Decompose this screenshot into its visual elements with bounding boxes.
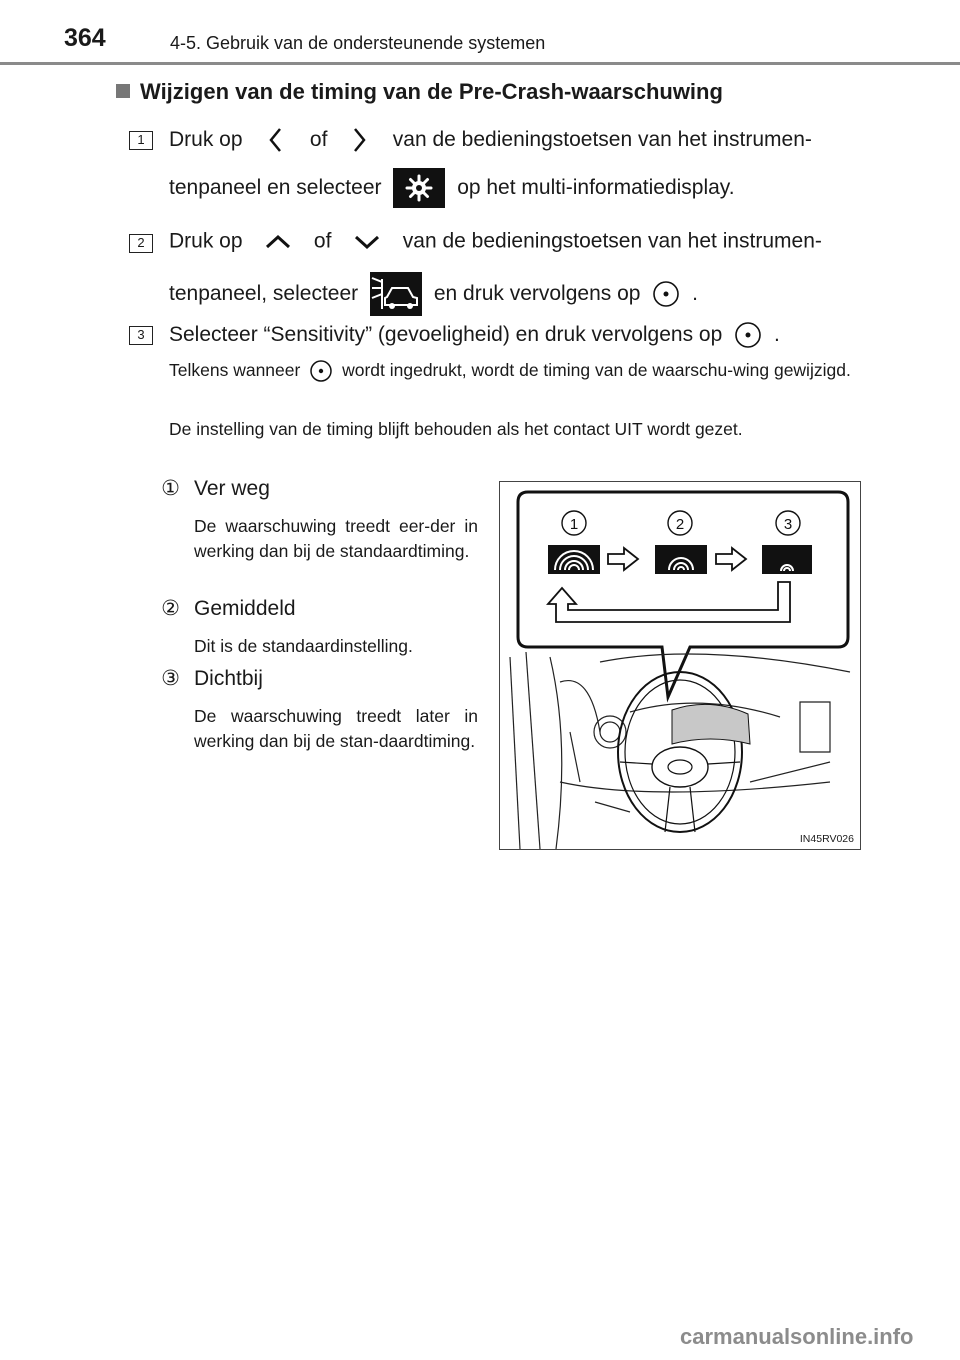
section-header: 4-5. Gebruik van de ondersteunende systemen — [170, 33, 546, 53]
step-text: Druk op — [169, 229, 243, 253]
ok-button-icon — [309, 359, 333, 383]
svg-text:1: 1 — [569, 516, 579, 533]
note-2: De instelling van de timing blijft behouden als het contact UIT wordt gezet. — [169, 419, 743, 439]
step-3-line-1 — [169, 321, 780, 349]
dashboard-illustration — [499, 481, 861, 850]
note-1 — [169, 359, 855, 383]
heading-bullet — [116, 84, 130, 98]
step-1-line-2 — [169, 168, 735, 208]
chevron-left-icon — [268, 126, 284, 154]
page-number: 364 — [64, 24, 106, 52]
ok-button-icon — [734, 321, 762, 349]
chevron-up-icon — [260, 229, 296, 253]
step-number-1: 1 — [129, 131, 153, 150]
watermark: carmanualsonline.info — [680, 1324, 914, 1349]
svg-text:2: 2 — [675, 516, 685, 533]
option-label-middle: Gemiddeld — [194, 597, 296, 620]
note-text: wordt ingedrukt, wordt de timing van de waarschu-wing gewijzigd. — [342, 360, 851, 380]
dashboard-drawing — [500, 482, 860, 849]
option-label-far: Ver weg — [194, 477, 270, 500]
step-text: of — [313, 229, 332, 253]
step-number-2: 2 — [129, 234, 153, 253]
step-1-line-1 — [169, 126, 812, 154]
step-text: . — [692, 282, 698, 305]
step-text: van de bedieningstoetsen van het instrumen- — [402, 229, 822, 253]
step-text: . — [773, 323, 780, 346]
pre-crash-icon — [370, 272, 422, 316]
step-2-line-2 — [169, 272, 698, 316]
option-description-far: De waarschuwing treedt eer-der in werking dan bij de standaardtiming. — [194, 516, 478, 561]
chevron-right-icon — [351, 126, 367, 154]
step-text: van de bedieningstoetsen van het instrumen- — [392, 128, 812, 151]
option-number: ② — [161, 597, 180, 620]
step-text: en druk vervolgens op — [433, 282, 641, 305]
section-heading — [116, 79, 723, 105]
step-text: tenpaneel, selecteer — [169, 282, 359, 305]
step-text: of — [309, 128, 328, 151]
option-description-near: De waarschuwing treedt later in werking dan bij de stan-daardtiming. — [194, 706, 478, 751]
step-text: tenpaneel en selecteer — [169, 176, 382, 199]
option-description-middle: Dit is de standaardinstelling. — [194, 636, 413, 656]
step-number-3: 3 — [129, 326, 153, 345]
note-text: Telkens wanneer — [169, 360, 301, 380]
heading-text: Wijzigen van de timing van de Pre-Crash-waarschuwing — [140, 79, 723, 104]
step-2-line-1 — [169, 229, 822, 253]
option-label-near: Dichtbij — [194, 667, 263, 690]
option-number: ③ — [161, 667, 180, 690]
chevron-down-icon — [349, 229, 385, 253]
ok-button-icon — [652, 280, 680, 308]
svg-text:3: 3 — [783, 516, 793, 533]
step-text: Druk op — [169, 128, 243, 151]
step-text: op het multi-informatiedisplay. — [457, 176, 735, 199]
gear-icon — [393, 168, 445, 208]
step-text: Selecteer “Sensitivity” (gevoeligheid) en druk vervolgens op — [169, 323, 723, 346]
header-rule — [0, 62, 960, 65]
illustration-code: IN45RV026 — [799, 833, 854, 845]
option-number: ① — [161, 477, 180, 500]
